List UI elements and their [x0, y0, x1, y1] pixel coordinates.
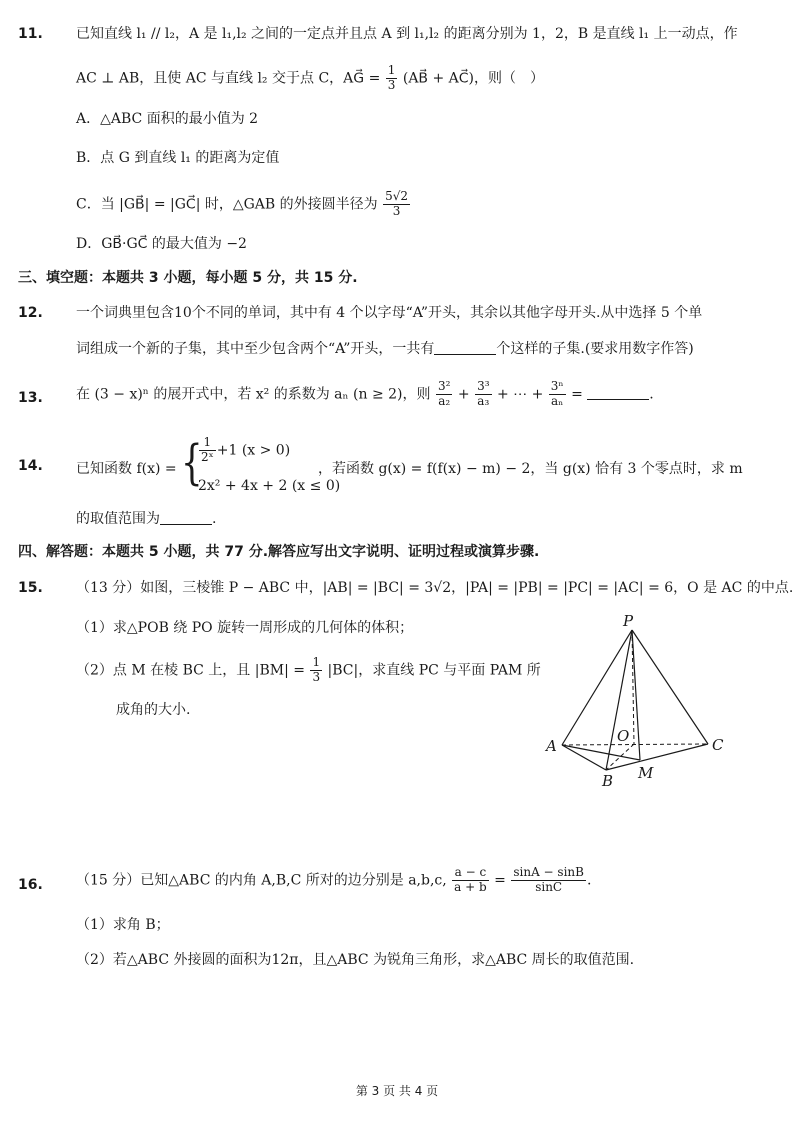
- q14-case-1: [198, 436, 290, 465]
- page-footer: 第 3 页 共 4 页: [355, 1084, 439, 1098]
- q11-option-c: [76, 190, 411, 219]
- q15-part2: [76, 656, 541, 685]
- q16-line1: [76, 866, 591, 895]
- q13-pre: 在 (3 − x)ⁿ 的展开式中，若 x² 的系数为 aₙ (n ≥ 2)，则: [76, 386, 431, 403]
- q13-f2-num: 3³: [477, 379, 490, 393]
- q16-line1-pre: （15 分）已知△ABC 的内角 A,B,C 所对的边分别是 a,b,c,: [76, 872, 447, 889]
- q13-equals: =: [571, 386, 583, 403]
- q15-part2-fraction: [310, 656, 322, 685]
- q11-line2-post: (AB⃗ + AC⃗)，则（ ）: [402, 70, 545, 87]
- q16-equals: =: [494, 872, 506, 889]
- q11-option-c-pre: C．当 |GB⃗| = |GC⃗| 时，△GAB 的外接圆半径为: [76, 196, 378, 213]
- q14-number: 14.: [18, 458, 43, 474]
- q16-end: .: [586, 872, 592, 889]
- q13-f3-den: aₙ: [551, 393, 564, 408]
- q13-plus-1: +: [457, 386, 470, 403]
- edge-am: [562, 745, 640, 760]
- q12-number: 12.: [18, 305, 43, 321]
- q14-brace: {: [181, 435, 203, 491]
- q12-answer-blank[interactable]: [434, 340, 496, 355]
- section-3-heading: 三、填空题：本题共 3 小题，每小题 5 分，共 15 分.: [18, 270, 358, 286]
- q16-f2-den: sinC: [535, 879, 563, 894]
- q13-frac-1: [436, 380, 452, 409]
- q15-part2-post: |BC|，求直线 PC 与平面 PAM 所: [327, 662, 541, 679]
- q16-f1-num: a − c: [452, 866, 489, 881]
- q13-answer-blank[interactable]: [587, 385, 649, 400]
- q15-part2-pre: （2）点 M 在棱 BC 上，且 |BM| =: [76, 662, 305, 679]
- q13-f3-num: 3ⁿ: [550, 379, 564, 393]
- q14-case-2: 2x² + 4x + 2 (x ≤ 0): [198, 478, 341, 494]
- q11-optc-num: 5√2: [385, 189, 409, 203]
- q14-line2: [76, 510, 216, 528]
- q11-option-a: A．△ABC 面积的最小值为 2: [76, 111, 259, 127]
- q11-line2-pre: AC ⊥ AB，且使 AC 与直线 l₂ 交于点 C，AG⃗ =: [76, 70, 381, 87]
- q15-p2-num: 1: [312, 655, 321, 669]
- q14-case1-text: +1 (x > 0): [216, 442, 291, 459]
- q11-option-b: B．点 G 到直线 l₁ 的距离为定值: [76, 150, 280, 166]
- q13-f1-den: a₂: [438, 393, 451, 408]
- q12-line2-post: 个这样的子集.(要求用数字作答): [496, 341, 694, 357]
- q12-line2: [76, 340, 694, 358]
- q16-f1-den: a + b: [454, 879, 487, 894]
- q16-number: 16.: [18, 877, 43, 893]
- q12-line2-pre: 词组成一个新的子集，其中至少包含两个“A”开头，一共有: [76, 341, 435, 357]
- q14-case1-den: 2ˣ: [201, 449, 214, 464]
- q15-part2-line2: 成角的大小.: [116, 702, 191, 718]
- q16-frac-2: [511, 866, 586, 895]
- q11-fraction: [386, 64, 398, 93]
- q11-line1: 已知直线 l₁ // l₂，A 是 l₁,l₂ 之间的一定点并且点 A 到 l₁,l₂ 的距离分别为 1，2，B 是直线 l₁ 上一动点，作: [76, 26, 738, 42]
- q13-frac-3: [549, 380, 566, 409]
- q11-option-c-fraction: [383, 190, 410, 219]
- label-a: A: [546, 737, 557, 755]
- q11-frac-den: 3: [387, 77, 396, 92]
- q14-line2-pre: 的取值范围为: [76, 511, 160, 527]
- q11-optc-den: 3: [392, 203, 401, 218]
- q13-line: 在 (3 − x)ⁿ 的展开式中，若 x² 的系数为 aₙ (n ≥ 2)，则 $\frac{\text{3²}}{\text{a₂}}$ + $\frac{\text{3³}}{\text{a₃}}$ + ⋯ + $\frac{\text{3ⁿ}}{\text{aₙ}}$ = .: [76, 379, 654, 408]
- q15-line1: （13 分）如图，三棱锥 P − ABC 中，|AB| = |BC| = 3√2，|PA| = |PB| = |PC| = |AC| = 6，O 是 AC 的中点.: [76, 580, 794, 596]
- q11-number: 11.: [18, 26, 43, 42]
- q16-part2: （2）若△ABC 外接圆的面积为12π，且△ABC 为锐角三角形，求△ABC 周长的取值范围.: [76, 952, 635, 968]
- q13-number: 13.: [18, 390, 43, 406]
- q16-f2-num: sinA − sinB: [513, 865, 584, 879]
- pyramid-figure: [540, 610, 740, 795]
- q16-frac-1: [452, 866, 489, 895]
- edge-pc: [632, 630, 708, 744]
- label-c: C: [712, 736, 724, 754]
- label-m: M: [638, 764, 654, 782]
- q14-case1-fraction: [199, 436, 216, 465]
- q13-plus-2: + ⋯ +: [496, 386, 544, 403]
- q11-line2: [76, 64, 544, 93]
- q11-frac-num: 1: [387, 63, 396, 77]
- q15-p2-den: 3: [312, 669, 321, 684]
- q13-f2-den: a₃: [477, 393, 490, 408]
- q14-pre: 已知函数 f(x) =: [76, 461, 177, 477]
- q15-part1: （1）求△POB 绕 PO 旋转一周形成的几何体的体积；: [76, 620, 414, 636]
- label-b: B: [602, 772, 614, 790]
- q12-line1: 一个词典里包含10个不同的单词，其中有 4 个以字母“A”开头，其余以其他字母开头.从中选择 5 个单: [76, 305, 703, 321]
- q16-part1: （1）求角 B；: [76, 917, 170, 933]
- q14-case1-num: 1: [199, 436, 216, 451]
- label-o: O: [617, 727, 630, 745]
- q14-post: ，若函数 g(x) = f(f(x) − m) − 2，当 g(x) 恰有 3 个零点时，求 m: [318, 461, 743, 477]
- section-4-heading: 四、解答题：本题共 5 小题，共 77 分.解答应写出文字说明、证明过程或演算步骤.: [18, 544, 540, 560]
- q13-frac-2: [475, 380, 491, 409]
- q14-answer-blank[interactable]: [160, 510, 212, 525]
- q11-option-d: D．GB⃗·GC⃗ 的最大值为 −2: [76, 236, 247, 252]
- edge-ac-hidden: [562, 744, 708, 745]
- label-p: P: [623, 612, 634, 630]
- q13-f1-num: 3²: [437, 379, 451, 393]
- q15-number: 15.: [18, 580, 43, 596]
- q14-line2-post: .: [212, 511, 217, 527]
